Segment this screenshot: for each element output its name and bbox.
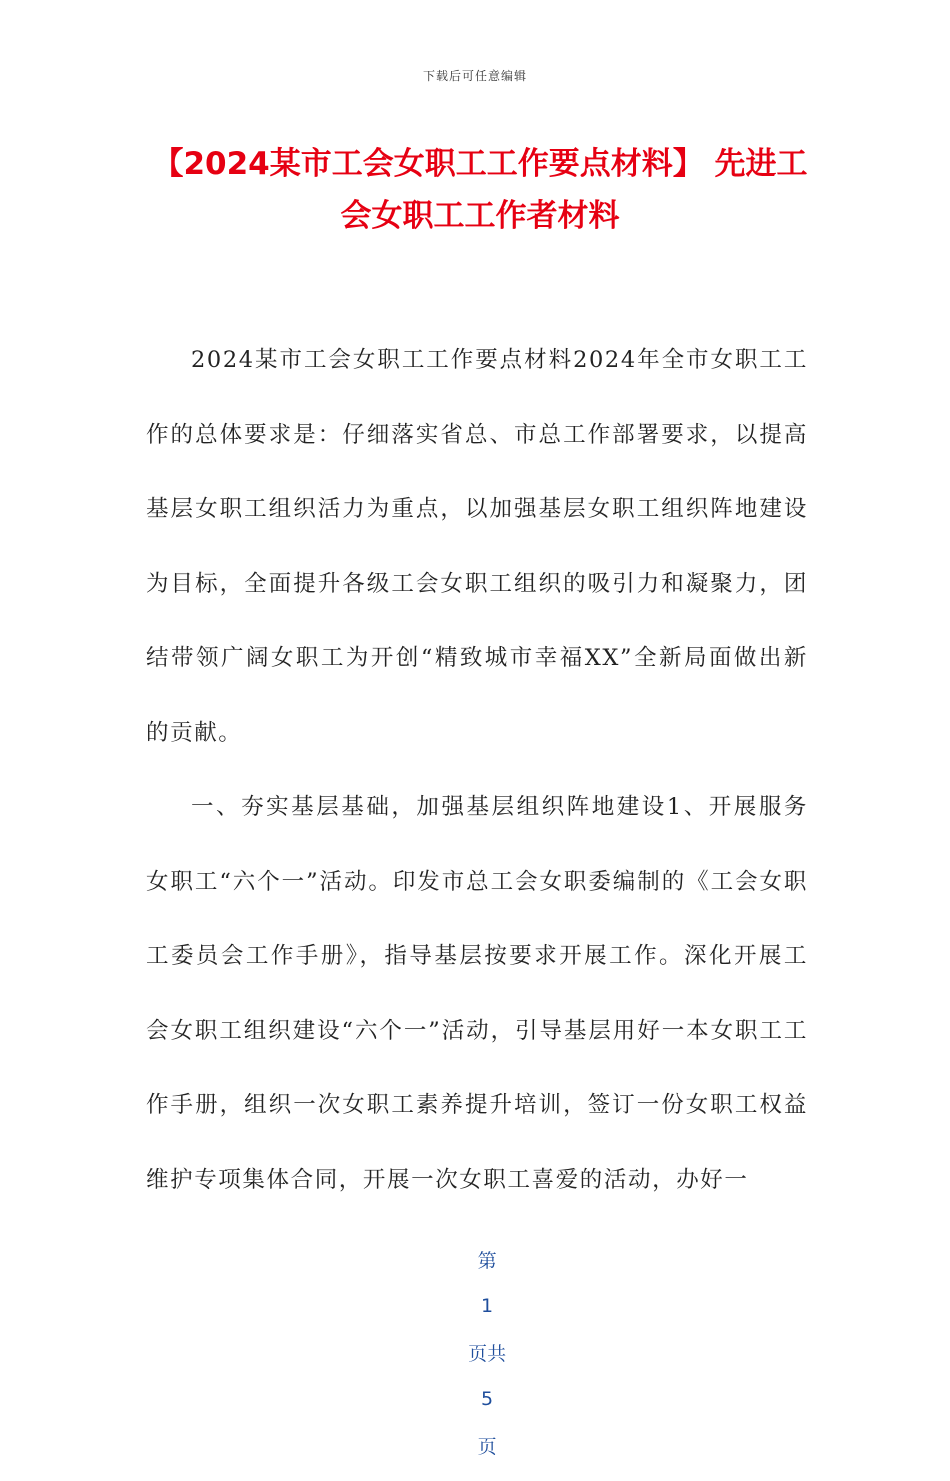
page-middle: 页共 [468, 1343, 507, 1365]
page-prefix: 第 [477, 1250, 497, 1272]
document-title: 【2024某市工会女职工工作要点材料】 先进工会女职工工作者材料 [152, 146, 808, 234]
current-page-number: 1 [481, 1295, 494, 1317]
header-note: 下载后可任意编辑 [422, 69, 527, 83]
paragraph: 2024某市工会女职工工作要点材料2024年全市女职工工作的总体要求是：仔细落实省总、市总工作部署要求，以提高基层女职工组织活力为重点，以加强基层女职工组织阵地建设为目标，全面提升各级工会女职工组织的吸引力和凝聚力，团结带领广阔女职工为开创“精致城市幸福XX”全新局面做出新的贡献。 [146, 347, 808, 746]
page-footer [0, 1224, 950, 1481]
document-body [146, 323, 808, 1217]
paragraph: 一、夯实基层基础，加强基层组织阵地建设1、开展服务女职工“六个一”活动。印发市总工会女职委编制的《工会女职工委员会工作手册》，指导基层按要求开展工作。深化开展工会女职工组织建设“六个一”活动，引导基层用好一本女职工工作手册，组织一次女职工素养提升培训，签订一份女职工权益维护专项集体合同，开展一次女职工喜爱的活动，办好一 [146, 794, 808, 1193]
total-pages-number: 5 [481, 1388, 494, 1410]
page-suffix: 页 [477, 1436, 497, 1458]
